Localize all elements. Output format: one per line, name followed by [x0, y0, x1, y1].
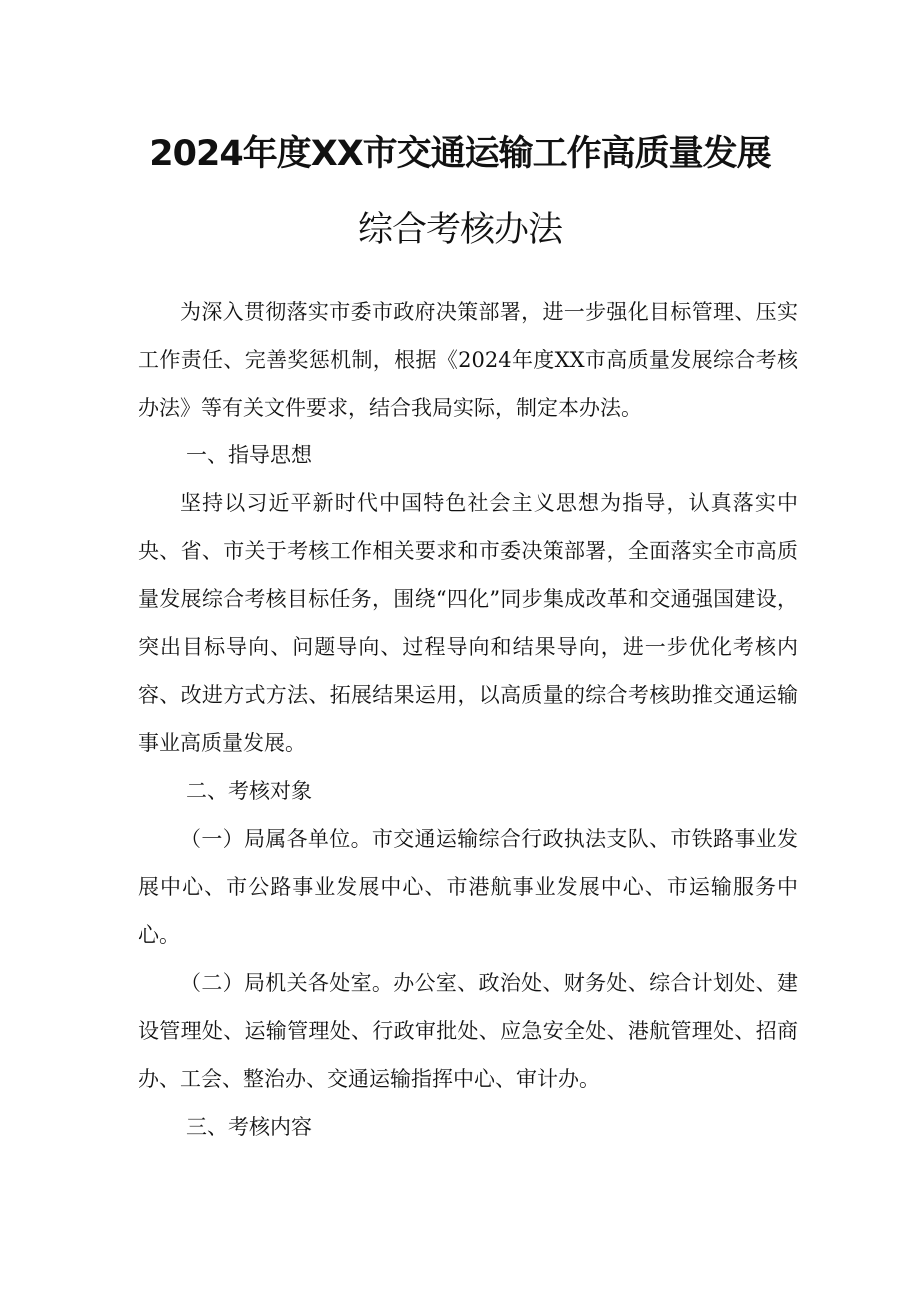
section-heading-assessment-content: 三、考核内容: [186, 1115, 312, 1139]
document-title-line1: 2024年度XX市交通运输工作高质量发展: [149, 134, 771, 174]
intro-paragraph: 为深入贯彻落实市委市政府决策部署，进一步强化目标管理、压实工作责任、完善奖惩机制，根据《2024年度XX市高质量发展综合考核办法》等有关文件要求，结合我局实际，制定本办法。: [138, 300, 798, 420]
section-heading-assessment-targets: 二、考核对象: [186, 779, 312, 803]
assessment-target-affiliated-units: （一）局属各单位。市交通运输综合行政执法支队、市铁路事业发展中心、市公路事业发展中心、市港航事业发展中心、市运输服务中心。: [138, 827, 798, 947]
assessment-target-bureau-offices: （二）局机关各处室。办公室、政治处、财务处、综合计划处、建设管理处、运输管理处、行政审批处、应急安全处、港航管理处、招商办、工会、整治办、交通运输指挥中心、审计办。: [138, 971, 798, 1091]
document-title-line2: 综合考核办法: [357, 210, 562, 250]
section-heading-guiding-ideology: 一、指导思想: [186, 443, 312, 467]
guiding-ideology-paragraph: 坚持以习近平新时代中国特色社会主义思想为指导，认真落实中央、省、市关于考核工作相关要求和市委决策部署，全面落实全市高质量发展综合考核目标任务，围绕“四化”同步集成改革和交通强国建设，突出目标导向、问题导向、过程导向和结果导向，进一步优化考核内容、改进方式方法、拓展结果运用，以高质量的综合考核助推交通运输事业高质量发展。: [138, 491, 798, 755]
